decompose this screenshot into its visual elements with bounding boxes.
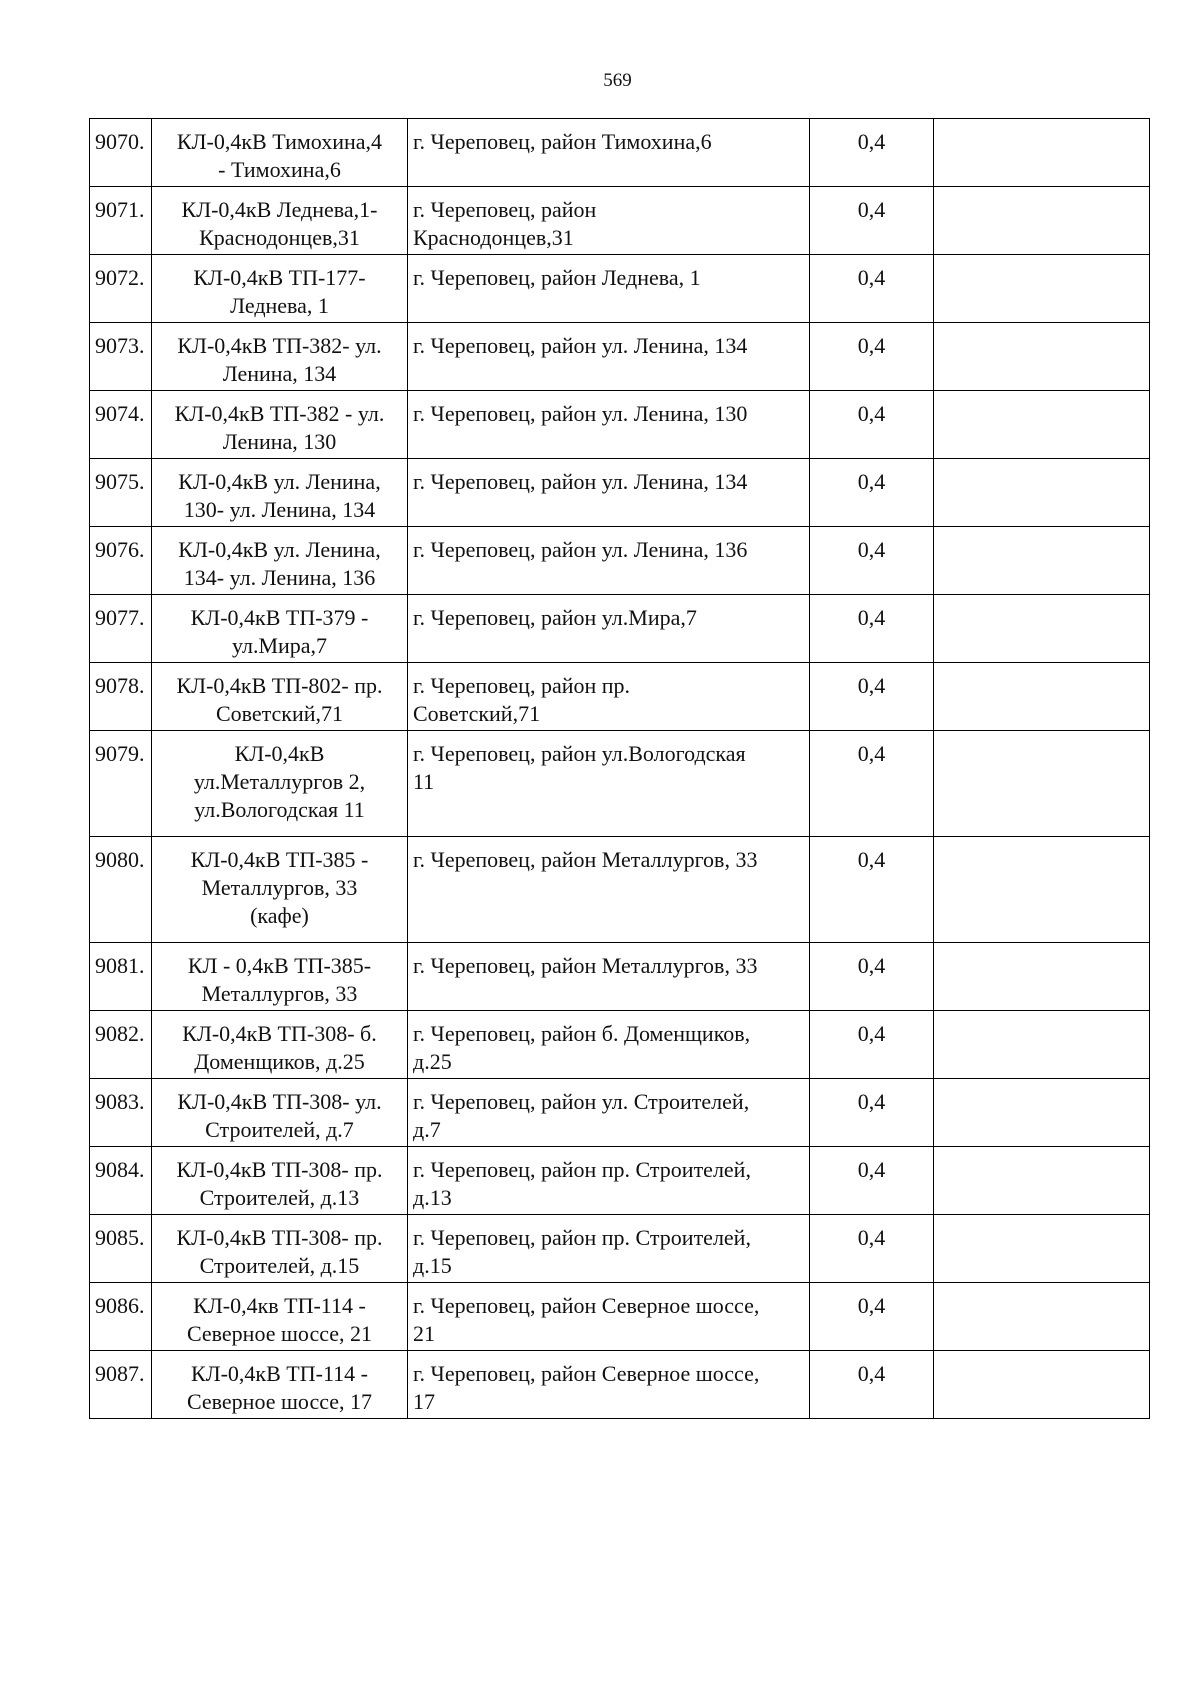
note-cell (934, 595, 1150, 663)
location-cell (408, 1011, 810, 1079)
cable-line-name-line: КЛ - 0,4кВ ТП-385- (187, 953, 372, 978)
cable-line-name-line: ул.Металлургов 2, (193, 769, 366, 794)
location-line: г. Череповец, район Металлургов, 33 (413, 847, 758, 872)
registry-table-body (90, 119, 1150, 1419)
note-cell (934, 663, 1150, 731)
note-cell (934, 119, 1150, 187)
cable-line-name-cell (152, 1283, 408, 1351)
cable-line-name-cell (152, 595, 408, 663)
cable-line-name-line: Ленина, 130 (222, 429, 337, 454)
cable-line-name-line: Северное шоссе, 17 (186, 1389, 373, 1414)
location-cell (408, 255, 810, 323)
note-cell (934, 1011, 1150, 1079)
cable-line-name-line: Доменщиков, д.25 (194, 1049, 365, 1074)
cable-line-name-cell (152, 731, 408, 837)
cable-line-name-line: КЛ-0,4кВ Тимохина,4 (176, 129, 383, 154)
cable-line-name-line: КЛ-0,4кВ ТП-114 - (191, 1361, 368, 1386)
row-number-cell: 9087. (90, 1351, 152, 1419)
note-cell (934, 943, 1150, 1011)
location-cell (408, 663, 810, 731)
cable-line-name-cell (152, 459, 408, 527)
row-number-cell: 9072. (90, 255, 152, 323)
cable-line-name-cell (152, 527, 408, 595)
cable-line-name-line: КЛ-0,4кВ (234, 741, 325, 766)
voltage-cell: 0,4 (810, 255, 934, 323)
cable-line-name-cell (152, 1079, 408, 1147)
voltage-cell: 0,4 (810, 527, 934, 595)
table-row (90, 1283, 1150, 1351)
row-number-cell: 9082. (90, 1011, 152, 1079)
cable-line-name-cell (152, 391, 408, 459)
cable-line-name-line: КЛ-0,4кВ ТП-802- пр. (176, 673, 383, 698)
location-line: г. Череповец, район Металлургов, 33 (413, 953, 758, 978)
location-cell (408, 1283, 810, 1351)
location-line: д.15 (413, 1253, 452, 1278)
row-number-cell: 9073. (90, 323, 152, 391)
table-row (90, 1011, 1150, 1079)
cable-line-name-line: 134- ул. Ленина, 136 (183, 565, 376, 590)
cable-line-name-line: КЛ-0,4кВ ТП-308- пр. (176, 1157, 383, 1182)
voltage-cell: 0,4 (810, 1215, 934, 1283)
location-line: г. Череповец, район Тимохина,6 (413, 129, 712, 154)
voltage-cell: 0,4 (810, 1283, 934, 1351)
location-cell (408, 391, 810, 459)
cable-line-name-line: Советский,71 (215, 701, 344, 726)
location-line: д.7 (413, 1117, 441, 1142)
location-line: г. Череповец, район пр. (413, 673, 631, 698)
cable-line-name-cell (152, 255, 408, 323)
row-number-cell: 9085. (90, 1215, 152, 1283)
cable-line-name-line: Строителей, д.15 (199, 1253, 360, 1278)
cable-line-name-cell (152, 119, 408, 187)
location-line: 11 (413, 769, 435, 794)
cable-line-name-line: КЛ-0,4кВ Леднева,1- (181, 197, 378, 222)
row-number-cell: 9084. (90, 1147, 152, 1215)
voltage-cell: 0,4 (810, 731, 934, 837)
cable-line-name-line: Северное шоссе, 21 (186, 1321, 373, 1346)
location-cell (408, 731, 810, 837)
location-cell (408, 323, 810, 391)
voltage-cell: 0,4 (810, 1147, 934, 1215)
row-number-cell: 9076. (90, 527, 152, 595)
note-cell (934, 1147, 1150, 1215)
table-row (90, 1215, 1150, 1283)
table-row (90, 527, 1150, 595)
cable-line-name-line: Металлургов, 33 (201, 981, 358, 1006)
cable-line-name-cell (152, 1011, 408, 1079)
cable-line-name-cell (152, 663, 408, 731)
note-cell (934, 527, 1150, 595)
voltage-cell: 0,4 (810, 837, 934, 943)
table-row (90, 1147, 1150, 1215)
cable-line-name-line: Леднева, 1 (230, 293, 329, 318)
row-number-cell: 9071. (90, 187, 152, 255)
row-number-cell: 9077. (90, 595, 152, 663)
cable-line-name-cell (152, 1215, 408, 1283)
location-cell (408, 943, 810, 1011)
table-row (90, 255, 1150, 323)
table-row (90, 1079, 1150, 1147)
location-line: г. Череповец, район Леднева, 1 (413, 265, 701, 290)
row-number-cell: 9074. (90, 391, 152, 459)
note-cell (934, 837, 1150, 943)
note-cell (934, 391, 1150, 459)
table-row (90, 391, 1150, 459)
cable-line-name-line: КЛ-0,4кВ ТП-382 - ул. (174, 401, 385, 426)
note-cell (934, 1351, 1150, 1419)
location-line: г. Череповец, район ул. Ленина, 130 (413, 401, 748, 426)
location-line: д.25 (413, 1049, 452, 1074)
cable-line-name-line: 130- ул. Ленина, 134 (183, 497, 376, 522)
cable-line-name-line: Ленина, 134 (222, 361, 337, 386)
row-number-cell: 9078. (90, 663, 152, 731)
cable-line-name-line: КЛ-0,4кВ ТП-379 - (190, 605, 369, 630)
location-line: г. Череповец, район ул. Ленина, 136 (413, 537, 748, 562)
location-cell (408, 1147, 810, 1215)
voltage-cell: 0,4 (810, 1011, 934, 1079)
location-cell (408, 1215, 810, 1283)
note-cell (934, 1079, 1150, 1147)
row-number-cell: 9079. (90, 731, 152, 837)
note-cell (934, 1215, 1150, 1283)
location-line: г. Череповец, район ул. Строителей, (413, 1089, 750, 1114)
voltage-cell: 0,4 (810, 943, 934, 1011)
location-line: г. Череповец, район ул.Вологодская (413, 741, 746, 766)
cable-line-name-line: (кафе) (250, 903, 309, 928)
cable-line-name-line: КЛ-0,4кВ ТП-308- ул. (177, 1089, 382, 1114)
row-number-cell: 9080. (90, 837, 152, 943)
location-cell (408, 837, 810, 943)
voltage-cell: 0,4 (810, 119, 934, 187)
note-cell (934, 255, 1150, 323)
location-cell (408, 1351, 810, 1419)
cable-line-name-cell (152, 1351, 408, 1419)
cable-line-name-line: КЛ-0,4кв ТП-114 - (193, 1293, 366, 1318)
cable-line-name-line: КЛ-0,4кВ ТП-382- ул. (177, 333, 382, 358)
table-row (90, 663, 1150, 731)
voltage-cell: 0,4 (810, 1351, 934, 1419)
row-number-cell: 9081. (90, 943, 152, 1011)
table-row (90, 731, 1150, 837)
location-cell (408, 1079, 810, 1147)
location-line: Советский,71 (413, 701, 541, 726)
cable-line-name-line: КЛ-0,4кВ ТП-308- б. (182, 1021, 377, 1046)
cable-line-name-line: КЛ-0,4кВ ТП-177- (193, 265, 366, 290)
location-line: г. Череповец, район ул. Ленина, 134 (413, 469, 748, 494)
cable-line-name-cell (152, 187, 408, 255)
row-number-cell: 9075. (90, 459, 152, 527)
location-line: г. Череповец, район пр. Строителей, (413, 1225, 751, 1250)
cable-line-name-line: - Тимохина,6 (218, 157, 341, 182)
location-cell (408, 119, 810, 187)
cable-line-name-cell (152, 943, 408, 1011)
location-line: д.13 (413, 1185, 452, 1210)
location-line: г. Череповец, район (413, 197, 597, 222)
location-line: г. Череповец, район ул. Ленина, 134 (413, 333, 748, 358)
table-row (90, 323, 1150, 391)
page-number: 569 (603, 70, 632, 91)
table-row (90, 119, 1150, 187)
row-number-cell: 9070. (90, 119, 152, 187)
voltage-cell: 0,4 (810, 663, 934, 731)
location-cell (408, 595, 810, 663)
cable-line-registry-table (89, 118, 1150, 1419)
location-cell (408, 527, 810, 595)
cable-line-name-line: Строителей, д.13 (199, 1185, 360, 1210)
note-cell (934, 459, 1150, 527)
location-line: г. Череповец, район Северное шоссе, (413, 1361, 760, 1386)
row-number-cell: 9083. (90, 1079, 152, 1147)
cable-line-name-line: ул.Вологодская 11 (194, 797, 365, 822)
table-row (90, 595, 1150, 663)
location-line: 17 (413, 1389, 435, 1414)
note-cell (934, 731, 1150, 837)
cable-line-name-line: Строителей, д.7 (205, 1117, 354, 1142)
location-cell (408, 459, 810, 527)
cable-line-name-cell (152, 1147, 408, 1215)
location-line: г. Череповец, район пр. Строителей, (413, 1157, 751, 1182)
note-cell (934, 323, 1150, 391)
cable-line-name-cell (152, 323, 408, 391)
table-row (90, 837, 1150, 943)
location-line: 21 (413, 1321, 435, 1346)
cable-line-name-line: КЛ-0,4кВ ТП-385 - (190, 847, 369, 872)
cable-line-name-line: КЛ-0,4кВ ТП-308- пр. (176, 1225, 383, 1250)
location-line: г. Череповец, район ул.Мира,7 (413, 605, 697, 630)
cable-line-name-line: Краснодонцев,31 (199, 225, 360, 250)
table-row (90, 187, 1150, 255)
note-cell (934, 187, 1150, 255)
row-number-cell: 9086. (90, 1283, 152, 1351)
table-row (90, 943, 1150, 1011)
cable-line-name-line: КЛ-0,4кВ ул. Ленина, (178, 469, 381, 494)
note-cell (934, 1283, 1150, 1351)
voltage-cell: 0,4 (810, 459, 934, 527)
voltage-cell: 0,4 (810, 323, 934, 391)
location-line: Краснодонцев,31 (413, 225, 574, 250)
voltage-cell: 0,4 (810, 595, 934, 663)
cable-line-name-cell (152, 837, 408, 943)
location-line: г. Череповец, район б. Доменщиков, (413, 1021, 751, 1046)
cable-line-name-line: КЛ-0,4кВ ул. Ленина, (178, 537, 381, 562)
location-line: г. Череповец, район Северное шоссе, (413, 1293, 760, 1318)
cable-line-name-line: Металлургов, 33 (201, 875, 358, 900)
table-row (90, 1351, 1150, 1419)
cable-line-name-line: ул.Мира,7 (231, 633, 328, 658)
voltage-cell: 0,4 (810, 1079, 934, 1147)
voltage-cell: 0,4 (810, 187, 934, 255)
table-row (90, 459, 1150, 527)
voltage-cell: 0,4 (810, 391, 934, 459)
location-cell (408, 187, 810, 255)
